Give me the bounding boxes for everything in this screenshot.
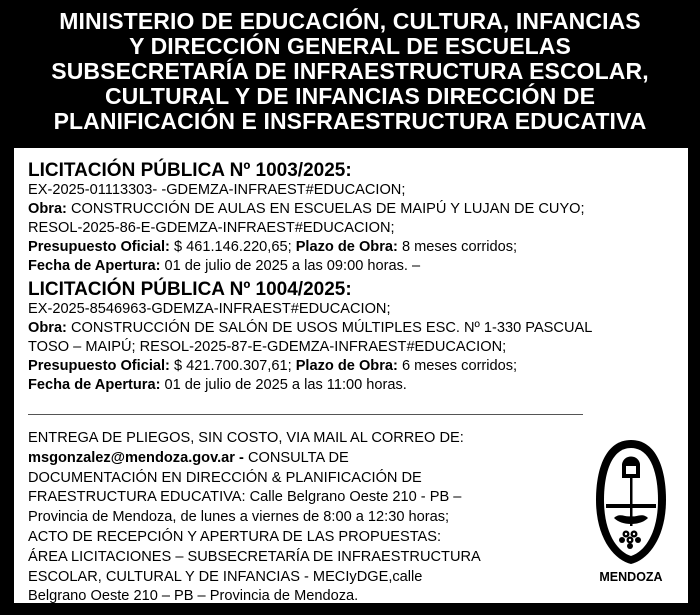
header-line-5: PLANIFICACIÓN E INSFRAESTRUCTURA EDUCATIVA [53,108,647,134]
entrega-line-2 [28,449,573,469]
plazo-label: Plazo de Obra: [295,358,398,374]
plazo-label: Plazo de Obra: [295,239,398,255]
presupuesto-label: Presupuesto Oficial: [28,358,170,374]
mendoza-coat-of-arms-icon [586,438,676,588]
expediente: EX-2025-8546963-GDEMZA-INFRAEST#EDUCACION; [28,301,391,317]
apertura-row [28,257,688,276]
presupuesto-row [28,357,688,376]
header-line-4: CULTURAL Y DE INFANCIAS DIRECCIÓN DE [104,83,596,109]
resolucion: RESOL-2025-86-E-GDEMZA-INFRAEST#EDUCACION; [28,220,395,236]
header-line-1: MINISTERIO DE EDUCACIÓN, CULTURA, INFANCIAS [59,8,641,34]
entrega-line-3: DOCUMENTACIÓN EN DIRECCIÓN & PLANIFICACIÓN DE [28,469,422,486]
plazo-value: 6 meses corridos; [397,358,518,374]
logo-label: MENDOZA [599,570,663,584]
obra-text: CONSTRUCCIÓN DE SALÓN DE USOS MÚLTIPLES ESC. Nº 1-330 PASCUAL [66,320,593,336]
obra-row [28,200,688,219]
licitacion-title: LICITACIÓN PÚBLICA Nº 1003/2025: [28,160,352,181]
obra-row-continued: TOSO – MAIPÚ; RESOL-2025-87-E-GDEMZA-INFRAEST#EDUCACION; [28,339,507,355]
header-line-3: SUBSECRETARÍA DE INFRAESTRUCTURA ESCOLAR, [51,58,649,84]
entrega-line-7: ÁREA LICITACIONES – SUBSECRETARÍA DE INFRAESTRUCTURA [28,548,481,565]
obra-text: CONSTRUCCIÓN DE AULAS EN ESCUELAS DE MAIPÚ Y LUJAN DE CUYO; [66,201,585,217]
entrega-line-4: FRAESTRUCTURA EDUCATIVA: Calle Belgrano Oeste 210 - PB – [28,489,462,506]
presupuesto-value: $ 421.700.307,61; [169,358,296,374]
notice-body [14,148,688,603]
obra-label: Obra: [28,320,67,336]
apertura-row [28,376,688,395]
obra-label: Obra: [28,201,67,217]
presupuesto-value: $ 461.146.220,65; [169,239,296,255]
apertura-value: 01 de julio de 2025 a las 11:00 horas. [160,377,407,393]
entrega-section [28,429,573,607]
presupuesto-row [28,238,688,257]
entrega-line-8: ESCOLAR, CULTURAL Y DE INFANCIAS - MECIyDGE,calle [28,568,423,585]
apertura-label: Fecha de Apertura: [28,258,161,274]
entrega-line-5: Provincia de Mendoza, de lunes a viernes de 8:00 a 12:30 horas; [28,509,450,526]
presupuesto-label: Presupuesto Oficial: [28,239,170,255]
obra-row [28,319,688,338]
licitacion-1004 [28,279,688,395]
entrega-line-9: Belgrano Oeste 210 – PB – Provincia de Mendoza. [28,588,359,605]
header-banner [0,0,700,146]
apertura-label: Fecha de Apertura: [28,377,161,393]
licitacion-title: LICITACIÓN PÚBLICA Nº 1004/2025: [28,279,352,300]
entrega-line-1: ENTREGA DE PLIEGOS, SIN COSTO, VIA MAIL AL CORREO DE: [28,430,464,446]
licitacion-1003 [28,160,688,276]
divider [28,414,583,415]
consulta-text: CONSULTA DE [243,449,349,466]
plazo-value: 8 meses corridos; [397,239,518,255]
expediente: EX-2025-01113303- -GDEMZA-INFRAEST#EDUCACION; [28,182,406,198]
header-line-2: Y DIRECCIÓN GENERAL DE ESCUELAS [129,33,571,59]
apertura-value: 01 de julio de 2025 a las 09:00 horas. – [160,258,421,274]
entrega-line-6: ACTO DE RECEPCIÓN Y APERTURA DE LAS PROPUESTAS: [28,528,442,545]
email-link[interactable]: msgonzalez@mendoza.gov.ar - [28,449,244,466]
